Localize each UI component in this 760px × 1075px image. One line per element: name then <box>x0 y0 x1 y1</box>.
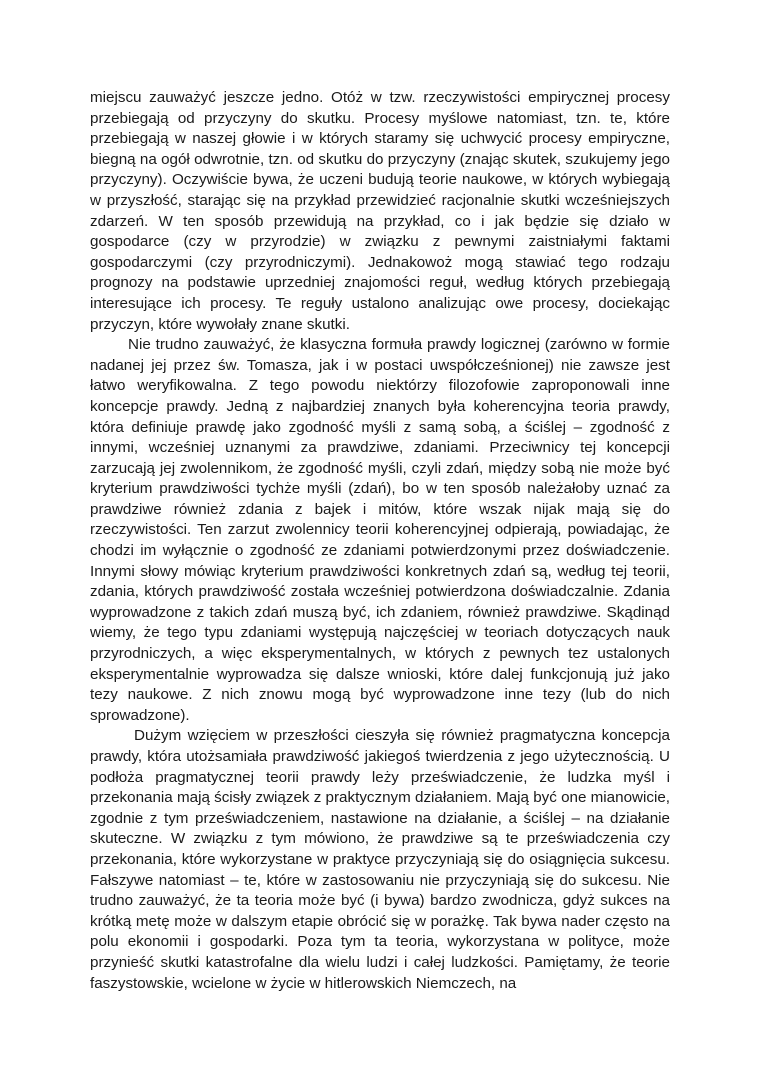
paragraph-3: Dużym wzięciem w przeszłości cieszyła się również pragmatyczna koncepcja prawdy, która utożsamiała prawdziwość jakiegoś twierdzenia z jego użytecznością. U podłoża pragmatycznej teorii prawdy leży przeświadczenie, że ludzka myśl i przekonania mają ścisły związek z praktycznym działaniem. Mają być one mianowicie, zgodnie z tym przeświadczeniem, nastawione na działanie, a ściślej – na działanie skuteczne. W związku z tym mówiono, że prawdziwe są te przeświadczenia czy przekonania, które wykorzystane w praktyce przyczyniają się do osiągnięcia sukcesu. Fałszywe natomiast – te, które w zastosowaniu nie przyczyniają się do sukcesu. Nie trudno zauważyć, że ta teoria może być (i bywa) bardzo zwodnicza, gdyż sukces na krótką metę może w dalszym etapie obrócić się w porażkę. Tak bywa nader często na polu ekonomii i gospodarki. Poza tym ta teoria, wykorzystana w polityce, może przynieść skutki katastrofalne dla wielu ludzi i całej ludzkości. Pamiętamy, że teorie faszystowskie, wcielone w życie w hitlerowskich Niemczech, na <box>90 727 670 992</box>
paragraph-2: Nie trudno zauważyć, że klasyczna formuła prawdy logicznej (zarówno w formie nadanej jej przez św. Tomasza, jak i w postaci uwspółcześnionej) nie zawsze jest łatwo weryfikowalna. Z tego powodu niektórzy filozofowie zaproponowali inne koncepcje prawdy. Jedną z najbardziej znanych była koherencyjna teoria prawdy, która definiuje prawdę jako zgodność myśli z samą sobą, a ściślej – zgodność z innymi, wcześniej uznanymi za prawdziwe, zdaniami. Przeciwnicy tej koncepcji zarzucają jej zwolennikom, że zgodność myśli, czyli zdań, między sobą nie może być kryterium prawdziwości tychże myśli (zdań), bo w ten sposób należałoby uznać za prawdziwe również zdania z bajek i mitów, które wszak nijak mają się do rzeczywistości. Ten zarzut zwolennicy teorii koherencyjnej odpierają, powiadając, że chodzi im wyłącznie o zgodność ze zdaniami potwierdzonymi przez doświadczenie. Innymi słowy mówiąc kryterium prawdziwości konkretnych zdań są, według tej teorii, zdania, których prawdziwość została wcześniej potwierdzona doświadczalnie. Zdania wyprowadzone z takich zdań muszą być, ich zdaniem, również prawdziwe. Skądinąd wiemy, że tego typu zdaniami występują najczęściej w teoriach dotyczących nauk przyrodniczych, a więc eksperymentalnych, w których z pewnych tez ustalonych eksperymentalnie wyprowadza się dalsze wnioski, które dalej funkcjonują już jako tezy naukowe. Z nich znowu mogą być wyprowadzone inne tezy (lub do nich sprowadzone). <box>90 336 670 724</box>
document-page <box>90 88 670 994</box>
paragraph-1: miejscu zauważyć jeszcze jedno. Otóż w tzw. rzeczywistości empirycznej procesy przebiegają od przyczyny do skutku. Procesy myślowe natomiast, tzn. te, które przebiegają w naszej głowie i w których staramy się uchwycić procesy empiryczne, biegną na ogół odwrotnie, tzn. od skutku do przyczyny (znając skutek, szukujemy jego przyczyny). Oczywiście bywa, że uczeni budują teorie naukowe, w których wybiegają w przyszłość, starając się na przykład przewidzieć racjonalnie skutki wcześniejszych zdarzeń. W ten sposób przewidują na przykład, co i jak będzie się działo w gospodarce (czy w przyrodzie) w związku z pewnymi zaistniałymi faktami gospodarczymi (czy przyrodniczymi). Jednakowoż mogą stawiać tego rodzaju prognozy na podstawie uprzedniej znajomości reguł, według których przebiegają interesujące ich procesy. Te reguły ustalono analizując owe procesy, dociekając przyczyn, które wywołały znane skutki. <box>90 89 670 333</box>
